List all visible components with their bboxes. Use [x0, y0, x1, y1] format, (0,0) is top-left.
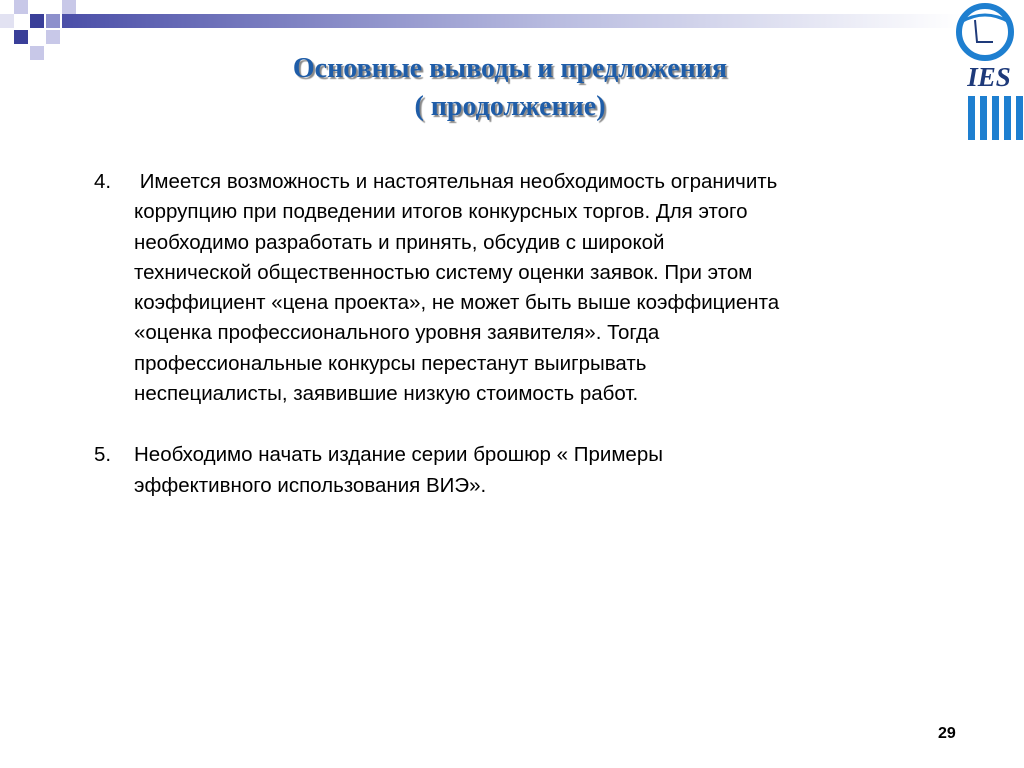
- conclusions-list: [94, 167, 954, 501]
- slide-title-line-2: ( продолжение): [414, 91, 606, 122]
- list-item-line: эффективного использования ВИЭ».: [134, 473, 487, 497]
- slide-title: [0, 50, 1020, 126]
- list-item-line: неспециалисты, заявившие низкую стоимость работ.: [134, 382, 639, 406]
- page-number: 29: [938, 725, 956, 742]
- list-item-line: Имеется возможность и настоятельная необходимость ограничить: [134, 170, 778, 193]
- list-item-number: 4.: [94, 170, 112, 193]
- list-item-4: [94, 167, 954, 409]
- list-item-line: профессиональные конкурсы перестанут выигрывать: [134, 351, 647, 375]
- list-item-line: необходимо разработать и принять, обсудив с широкой: [134, 230, 665, 254]
- top-decorative-band: [0, 0, 1024, 48]
- slide-title-line-1: Основные выводы и предложения: [292, 53, 728, 84]
- logo-text: IES: [967, 62, 1011, 92]
- list-item-line: Необходимо начать издание серии брошюр « Примеры: [134, 443, 663, 467]
- list-item-line: «оценка профессионального уровня заявителя». Тогда: [134, 321, 660, 345]
- list-item-number: 5.: [94, 443, 112, 467]
- list-item-line: технической общественностью систему оценки заявок. При этом: [134, 260, 753, 284]
- list-item-line: коррупцию при подведении итогов конкурсных торгов. Для этого: [134, 200, 748, 224]
- list-item-line: коэффициент «цена проекта», не может быть выше коэффициента: [134, 291, 780, 315]
- list-item-5: [94, 440, 954, 501]
